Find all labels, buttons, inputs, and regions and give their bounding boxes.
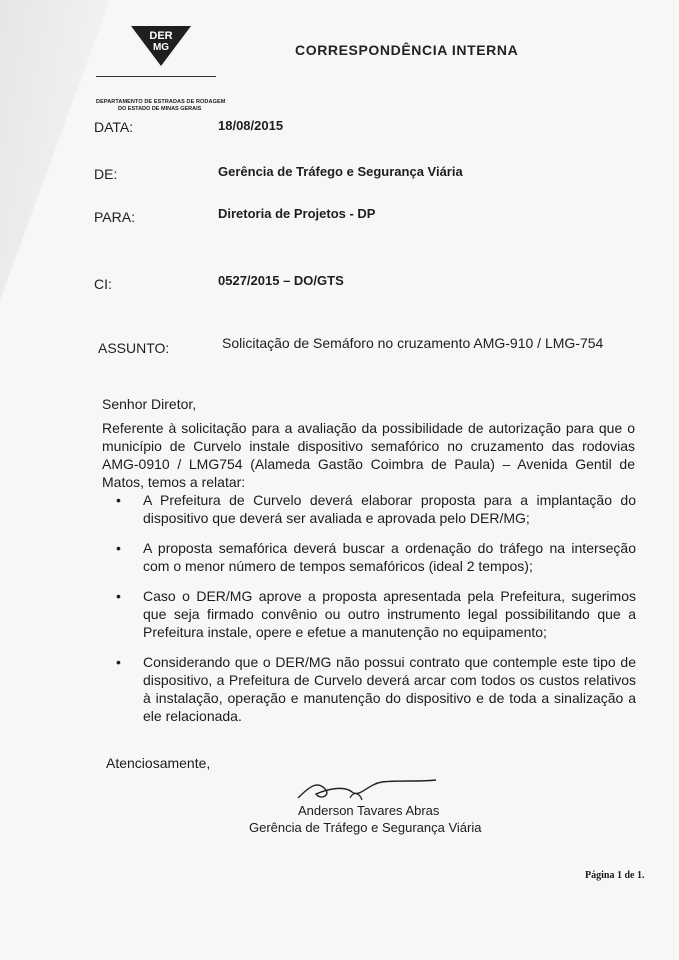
list-item-text: A Prefeitura de Curvelo deverá elaborar proposta para a implantação do dispositivo que deverá ser avaliada e aprovada pelo DER/MG;	[143, 492, 636, 526]
logo-org-line-2: DO ESTADO DE MINAS GERAIS	[118, 106, 202, 112]
page-fold-shadow	[0, 0, 110, 960]
closing: Atenciosamente,	[106, 755, 211, 771]
signer-name: Anderson Tavares Abras	[298, 803, 440, 818]
page-number: Página 1 de 1.	[585, 870, 645, 881]
intro-paragraph: Referente à solicitação para a avaliação da possibilidade de autorização para que o município de Curvelo instale dispositivo semafórico no cruzamento das rodovias AMG-0910 / LMG754 (Alameda Gastão Coimbra de Paula) – Avenida Gentil de Matos, temos a relatar:	[102, 420, 635, 490]
list-item-text: Caso o DER/MG aprove a proposta apresentada pela Prefeitura, sugerimos que seja firmado convênio ou outro instrumento legal possibilitando que a Prefeitura instale, opere e efetue a manutenção no equipamento;	[143, 588, 636, 640]
from-label: DE:	[94, 166, 118, 182]
from-value: Gerência de Tráfego e Segurança Viária	[218, 164, 463, 179]
subject-value: Solicitação de Semáforo no cruzamento AMG-910 / LMG-754	[222, 335, 604, 351]
signer-department: Gerência de Tráfego e Segurança Viária	[249, 820, 482, 835]
list-item-text: A proposta semafórica deverá buscar a ordenação do tráfego na interseção com o menor número de tempos semafóricos (ideal 2 tempos);	[143, 540, 636, 574]
ci-label: CI:	[94, 276, 112, 292]
logo-mark-mg: MG	[152, 42, 170, 53]
list-item	[116, 587, 636, 641]
ci-value: 0527/2015 – DO/GTS	[218, 273, 344, 288]
subject-label: ASSUNTO:	[98, 340, 170, 356]
list-item	[116, 491, 636, 527]
to-value: Diretoria de Projetos - DP	[218, 206, 376, 221]
handwritten-signature	[290, 768, 440, 808]
bullet-icon: •	[116, 588, 121, 604]
greeting: Senhor Diretor,	[102, 396, 197, 412]
logo-mark-der: DER	[149, 30, 173, 42]
bullet-icon: •	[116, 492, 121, 508]
list-item	[116, 539, 636, 575]
bullet-icon: •	[116, 654, 121, 670]
list-item-text: Considerando que o DER/MG não possui contrato que contemple este tipo de dispositivo, a Prefeitura de Curvelo deverá arcar com todos os custos relativos à instalação, operação e manutenção do dispositivo e de toda a sinalização a ele relacionada.	[143, 654, 636, 724]
bullet-list	[116, 491, 636, 737]
date-label: DATA:	[94, 119, 134, 135]
date-value: 18/08/2015	[218, 118, 284, 133]
to-label: PARA:	[94, 209, 135, 225]
list-item	[116, 653, 636, 725]
logo-divider	[96, 76, 216, 77]
document-title: CORRESPONDÊNCIA INTERNA	[295, 42, 519, 58]
logo-org-line-1: DEPARTAMENTO DE ESTRADAS DE RODAGEM	[96, 99, 226, 105]
der-mg-triangle-icon	[131, 26, 191, 66]
bullet-icon: •	[116, 540, 121, 556]
